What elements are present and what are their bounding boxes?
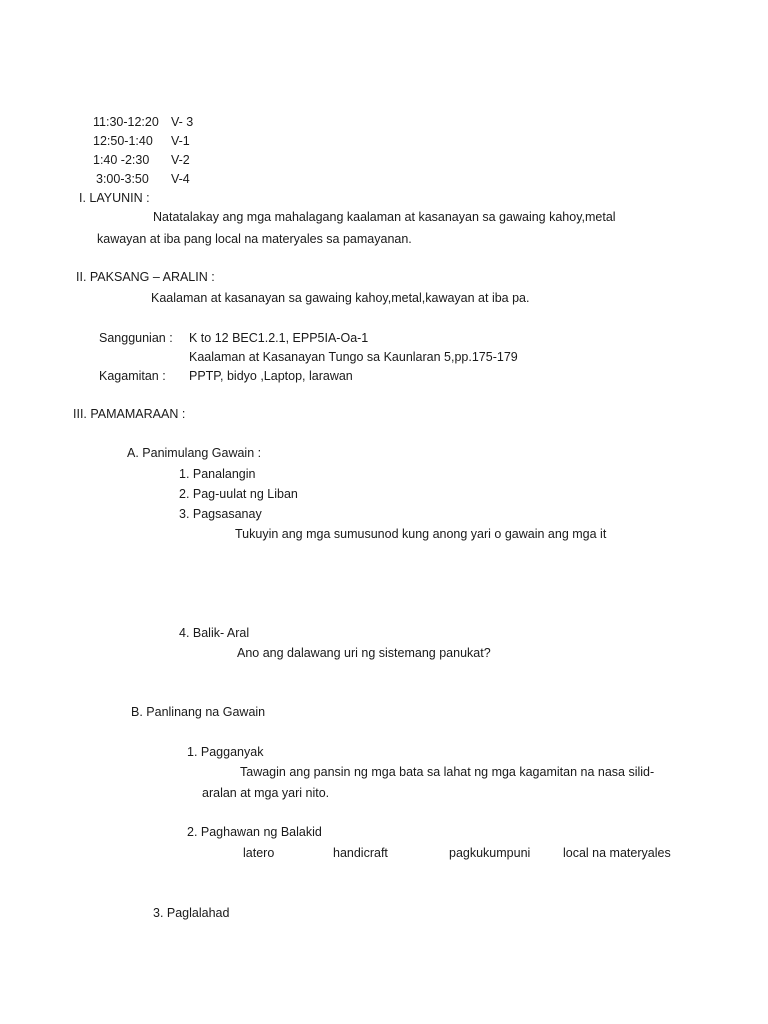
schedule-time: 3:00-3:50	[96, 172, 149, 186]
paksa-heading: II. PAKSANG – ARALIN :	[76, 270, 215, 284]
schedule-time: 12:50-1:40	[93, 134, 153, 148]
vocabulary-term: pagkukumpuni	[449, 846, 531, 860]
layunin-heading: I. LAYUNIN :	[79, 191, 150, 205]
item-description: aralan at mga yari nito.	[202, 786, 330, 800]
section-a-heading: A. Panimulang Gawain :	[127, 446, 262, 460]
layunin-text: Natatalakay ang mga mahalagang kaalaman at kasanayan sa gawaing kahoy,metal	[153, 210, 616, 224]
item-description: Tawagin ang pansin ng mga bata sa lahat ng mga kagamitan na nasa silid-	[240, 765, 655, 779]
kagamitan-label: Kagamitan :	[99, 369, 166, 383]
list-item: 3. Paglalahad	[153, 906, 230, 920]
sanggunian-value: Kaalaman at Kasanayan Tungo sa Kaunlaran 5,pp.175-179	[189, 350, 518, 364]
schedule-time: 1:40 -2:30	[93, 153, 150, 167]
vocabulary-term: local na materyales	[563, 846, 671, 860]
vocabulary-term: handicraft	[333, 846, 388, 860]
schedule-section: V-4	[171, 172, 190, 186]
sanggunian-label: Sanggunian :	[99, 331, 173, 345]
schedule-section: V-1	[171, 134, 190, 148]
list-item: 2. Pag-uulat ng Liban	[179, 487, 298, 501]
sanggunian-value: K to 12 BEC1.2.1, EPP5IA-Oa-1	[189, 331, 369, 345]
section-b-heading: B. Panlinang na Gawain	[131, 705, 266, 719]
layunin-text: kawayan at iba pang local na materyales sa pamayanan.	[97, 232, 412, 246]
item-description: Tukuyin ang mga sumusunod kung anong yari o gawain ang mga it	[235, 527, 607, 541]
paksa-text: Kaalaman at kasanayan sa gawaing kahoy,metal,kawayan at iba pa.	[151, 291, 530, 305]
list-item: 4. Balik- Aral	[179, 626, 250, 640]
pamamaraan-heading: III. PAMAMARAAN :	[73, 407, 186, 421]
item-description: Ano ang dalawang uri ng sistemang panukat?	[237, 646, 491, 660]
vocabulary-term: latero	[243, 846, 275, 860]
list-item: 2. Paghawan ng Balakid	[187, 825, 322, 839]
kagamitan-value: PPTP, bidyo ,Laptop, larawan	[189, 369, 353, 383]
schedule-section: V- 3	[171, 115, 194, 129]
list-item: 1. Pagganyak	[187, 745, 264, 759]
schedule-section: V-2	[171, 153, 190, 167]
list-item: 1. Panalangin	[179, 467, 256, 481]
list-item: 3. Pagsasanay	[179, 507, 262, 521]
schedule-time: 11:30-12:20	[93, 115, 159, 129]
